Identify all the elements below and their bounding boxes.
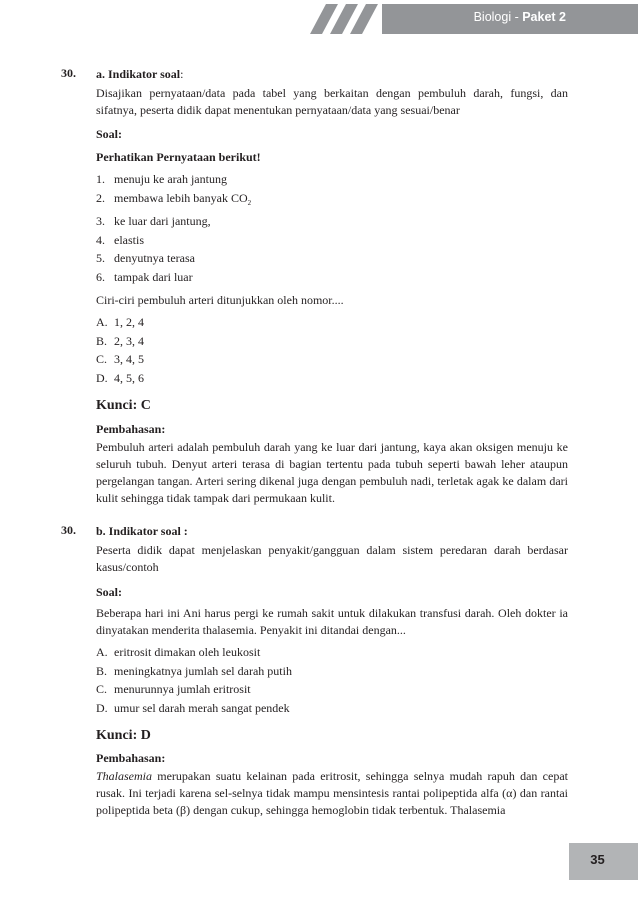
list-item: 4. elastis [96,232,144,247]
pembahasan-text: Pembuluh arteri adalah pembuluh darah yang ke luar dari jantung, kaya akan oksigen menuju ke seluruh tubuh. Denyut arteri terasa di bagian tertentu pada tubuh seperti bawah leher ataupun pergelangan tangan. Arteri sering dikenal juga dengan pembuluh nadi, terletak agak ke dalam dari kulit sehingga tidak tampak dari permukaan kulit. [96,440,568,505]
indikator-heading: a. Indikator soal: [96,67,184,81]
list-item: 1. menuju ke arah jantung [96,172,227,186]
pembahasan-label: Pembahasan: [96,751,166,765]
indikator-text: Peserta didik dapat menjelaskan penyakit/gangguan dalam sistem peredaran darah berdasar kasus/contoh [96,543,568,574]
answer-key: Kunci: D [96,728,151,743]
question-number: 30. [61,66,76,80]
option-item: C. menurunnya jumlah eritrosit [96,682,251,696]
option-item: B. meningkatnya jumlah sel darah putih [96,663,292,678]
indikator-text: Disajikan pernyataan/data pada tabel yang berkaitan dengan pembuluh darah, fungsi, dan sifatnya, peserta didik dapat menentukan pernyataan/data yang sesuai/benar [96,86,568,117]
page-number: 35 [590,852,605,867]
soal-intro: Perhatikan Pernyataan berikut! [96,150,261,164]
list-item: 5. denyutnya terasa [96,251,195,265]
list-item: 6. tampak dari luar [96,269,193,284]
header-title: Biologi - Paket 2 [473,10,566,24]
page-header [0,0,638,38]
soal-label: Soal: [96,127,123,141]
option-item: A. eritrosit dimakan oleh leukosit [96,645,261,659]
option-item: C. 3, 4, 5 [96,352,144,366]
question-text: Ciri-ciri pembuluh arteri ditunjukkan oleh nomor.... [96,293,344,307]
pembahasan-text: Thalasemia merupakan suatu kelainan pada eritrosit, sehingga selnya mudah rapuh dan cepat rusak. Ini terjadi karena sel-selnya tidak mampu mensintesis rantai polipeptida alfa (α) dan rantai polipeptida beta (β) dengan cukup, sehingga hemoglobin tidak terbentuk. Thalasemia [96,769,568,817]
option-item: D. 4, 5, 6 [96,370,144,385]
option-list [96,313,568,387]
list-item: 2. membawa lebih banyak $CO_2$ [96,190,252,207]
answer-key: Kunci: C [96,398,151,413]
thalasemia-term: Thalasemia [96,769,153,783]
question-30a [96,66,568,507]
question-number: 30. [61,523,76,537]
list-item: 3. ke luar dari jantung, [96,214,211,228]
option-list [96,643,568,717]
soal-label: Soal: [96,585,123,599]
question-30b [96,523,568,819]
pembahasan-label: Pembahasan: [96,422,166,436]
option-item: B. 2, 3, 4 [96,333,144,348]
indikator-heading: b. Indikator soal : [96,524,188,538]
question-text: Beberapa hari ini Ani harus pergi ke rumah sakit untuk dilakukan transfusi darah. Oleh dokter ia dinyatakan menderita thalasemia. Penyakit ini ditandai dengan... [96,606,568,637]
statement-list [96,170,568,286]
option-item: D. umur sel darah merah sangat pendek [96,700,290,715]
option-item: A. 1, 2, 4 [96,315,144,329]
